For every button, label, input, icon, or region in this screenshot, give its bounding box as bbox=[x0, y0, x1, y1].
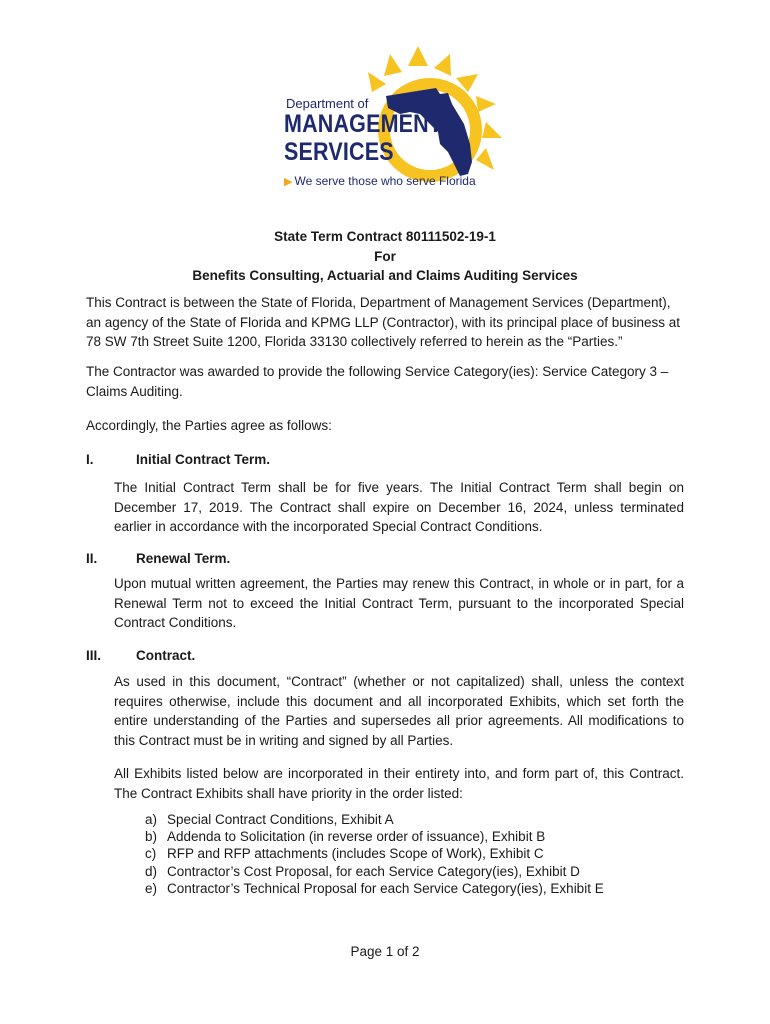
list-marker: a) bbox=[145, 812, 158, 827]
award-paragraph: The Contractor was awarded to provide the following Service Category(ies): Service Category 3 – Claims Auditing. bbox=[86, 364, 669, 399]
list-marker: e) bbox=[145, 880, 158, 896]
play-triangle-icon: ▶ bbox=[284, 176, 293, 188]
list-item-text: Special Contract Conditions, Exhibit A bbox=[167, 812, 394, 827]
section-number: II. bbox=[86, 551, 98, 566]
section-heading bbox=[86, 648, 195, 663]
logo-department-text: Department of bbox=[286, 96, 369, 111]
section-title: Contract. bbox=[136, 648, 196, 663]
list-item-text: RFP and RFP attachments (includes Scope of Work), Exhibit C bbox=[167, 846, 544, 862]
section-body: As used in this document, “Contract” (whether or not capitalized) shall, unless the context requires otherwise, include this document and all incorporated Exhibits, which set forth the entire understanding of the Parties and supersedes all prior agreements. All modifications to this Contract must be in writing and signed by all Parties. bbox=[114, 674, 684, 748]
exhibits-list bbox=[145, 811, 604, 897]
list-marker: b) bbox=[145, 829, 158, 845]
list-item bbox=[145, 880, 604, 897]
section-heading bbox=[86, 551, 230, 566]
list-item bbox=[145, 828, 604, 845]
list-marker: c) bbox=[145, 846, 157, 862]
section-body: The Initial Contract Term shall be for five years. The Initial Contract Term shall begin on December 17, 2019. The Contract shall expire on December 16, 2024, unless terminated earlier in accordance with the incorporated Special Contract Conditions. bbox=[114, 480, 684, 534]
logo-management-text: MANAGEMENT bbox=[284, 110, 443, 138]
section-title: Initial Contract Term. bbox=[136, 452, 271, 467]
section-body: Upon mutual written agreement, the Parties may renew this Contract, in whole or in part, for a Renewal Term not to exceed the Initial Contract Term, pursuant to the incorporated Special Contract Conditions. bbox=[114, 576, 684, 630]
dms-logo bbox=[278, 44, 510, 194]
section-title: Renewal Term. bbox=[136, 551, 231, 566]
contract-title bbox=[0, 227, 770, 286]
section-number: III. bbox=[86, 648, 102, 663]
section-heading bbox=[86, 452, 270, 467]
title-line-1: State Term Contract 80111502-19-1 bbox=[274, 229, 496, 244]
intro-paragraph: This Contract is between the State of Florida, Department of Management Services (Department), an agency of the State of Florida and KPMG LLP (Contractor), with its principal place of business at 78 SW 7th Street Suite 1200, Florida 33130 collectively referred to herein as the “Parties.” bbox=[86, 295, 681, 349]
list-item-text: Contractor’s Technical Proposal for each Service Category(ies), Exhibit E bbox=[167, 880, 604, 896]
list-marker: d) bbox=[145, 863, 158, 879]
list-item bbox=[145, 845, 604, 862]
agree-paragraph: Accordingly, the Parties agree as follows: bbox=[86, 418, 332, 433]
logo-services-text: SERVICES bbox=[284, 138, 394, 166]
section-body-exhibits-intro: All Exhibits listed below are incorporated in their entirety into, and form part of, this Contract. The Contract Exhibits shall have priority in the order listed: bbox=[114, 766, 684, 801]
title-line-3: Benefits Consulting, Actuarial and Claims Auditing Services bbox=[192, 268, 578, 283]
title-line-2: For bbox=[374, 248, 396, 264]
section-number: I. bbox=[86, 452, 94, 467]
page-number: Page 1 of 2 bbox=[350, 944, 420, 959]
list-item-text: Addenda to Solicitation (in reverse order of issuance), Exhibit B bbox=[167, 829, 546, 845]
list-item bbox=[145, 811, 604, 828]
logo-tagline-text: We serve those who serve Florida bbox=[294, 174, 476, 188]
list-item bbox=[145, 863, 604, 880]
logo-tagline bbox=[284, 174, 476, 188]
list-item-text: Contractor’s Cost Proposal, for each Service Category(ies), Exhibit D bbox=[167, 863, 580, 879]
